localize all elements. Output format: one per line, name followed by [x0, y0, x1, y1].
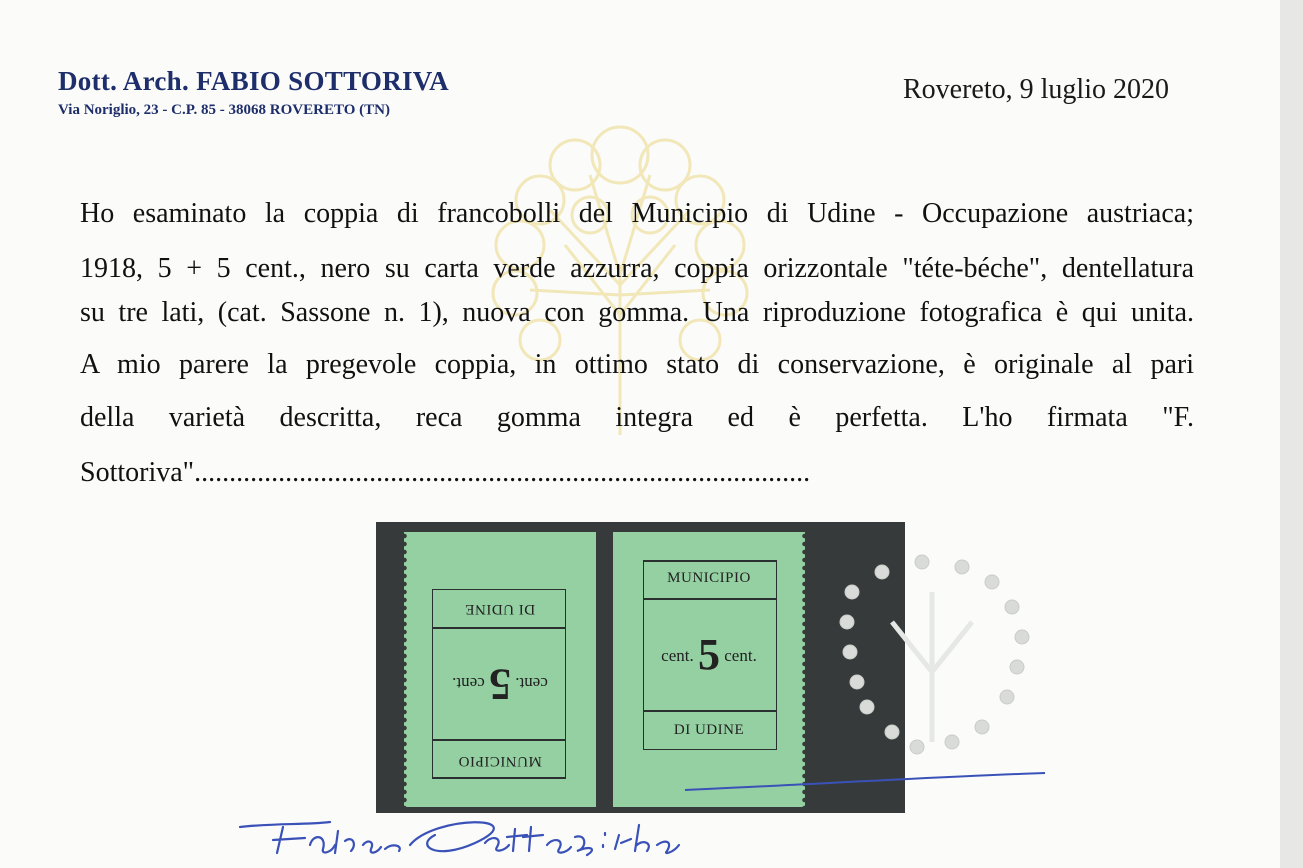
- letterhead-address: Via Noriglio, 23 - C.P. 85 - 38068 ROVERETO (TN): [58, 102, 390, 118]
- stamp-left-inverted: [404, 532, 596, 807]
- body-line: su tre lati, (cat. Sassone n. 1), nuova con gomma. Una riproduzione fotografica è qui unita.: [80, 297, 1194, 328]
- body-line: Ho esaminato la coppia di francobolli del Municipio di Udine - Occupazione austriaca;: [80, 198, 1194, 229]
- body-line: della varietà descritta, reca gomma integra ed è perfetta. L'ho firmata "F.: [80, 402, 1194, 433]
- stamp-value: 5: [698, 630, 720, 679]
- scan-edge: [1280, 0, 1303, 868]
- letterhead-name: Dott. Arch. FABIO SOTTORIVA: [58, 66, 449, 96]
- pen-stroke: [680, 765, 1050, 795]
- stamp-bottom-text: DI UDINE: [673, 722, 745, 738]
- stamp-unit: cent.: [452, 674, 485, 693]
- stamp-top-text: MUNICIPIO: [667, 570, 751, 586]
- handwritten-signature: [235, 805, 715, 865]
- body-line: A mio parere la pregevole coppia, in ottimo stato di conservazione, è originale al pari: [80, 349, 1194, 380]
- stamp-value-row: [613, 629, 805, 680]
- stamp-value: 5: [489, 660, 511, 709]
- stamp-top-text: MUNICIPIO: [458, 753, 542, 769]
- body-line: Sottoriva"........................................................................................: [80, 457, 811, 488]
- embossed-seal: [822, 552, 1042, 762]
- stamp-value-row: [404, 659, 596, 710]
- stamp-unit: cent.: [661, 646, 694, 665]
- body-line: 1918, 5 + 5 cent., nero su carta verde azzurra, coppia orizzontale "téte-béche", dentellatura: [80, 253, 1194, 284]
- stamp-bottom-text: DI UDINE: [464, 601, 536, 617]
- stamp-unit: cent.: [515, 674, 548, 693]
- certificate-date: Rovereto, 9 luglio 2020: [903, 74, 1169, 105]
- stamp-unit: cent.: [724, 646, 757, 665]
